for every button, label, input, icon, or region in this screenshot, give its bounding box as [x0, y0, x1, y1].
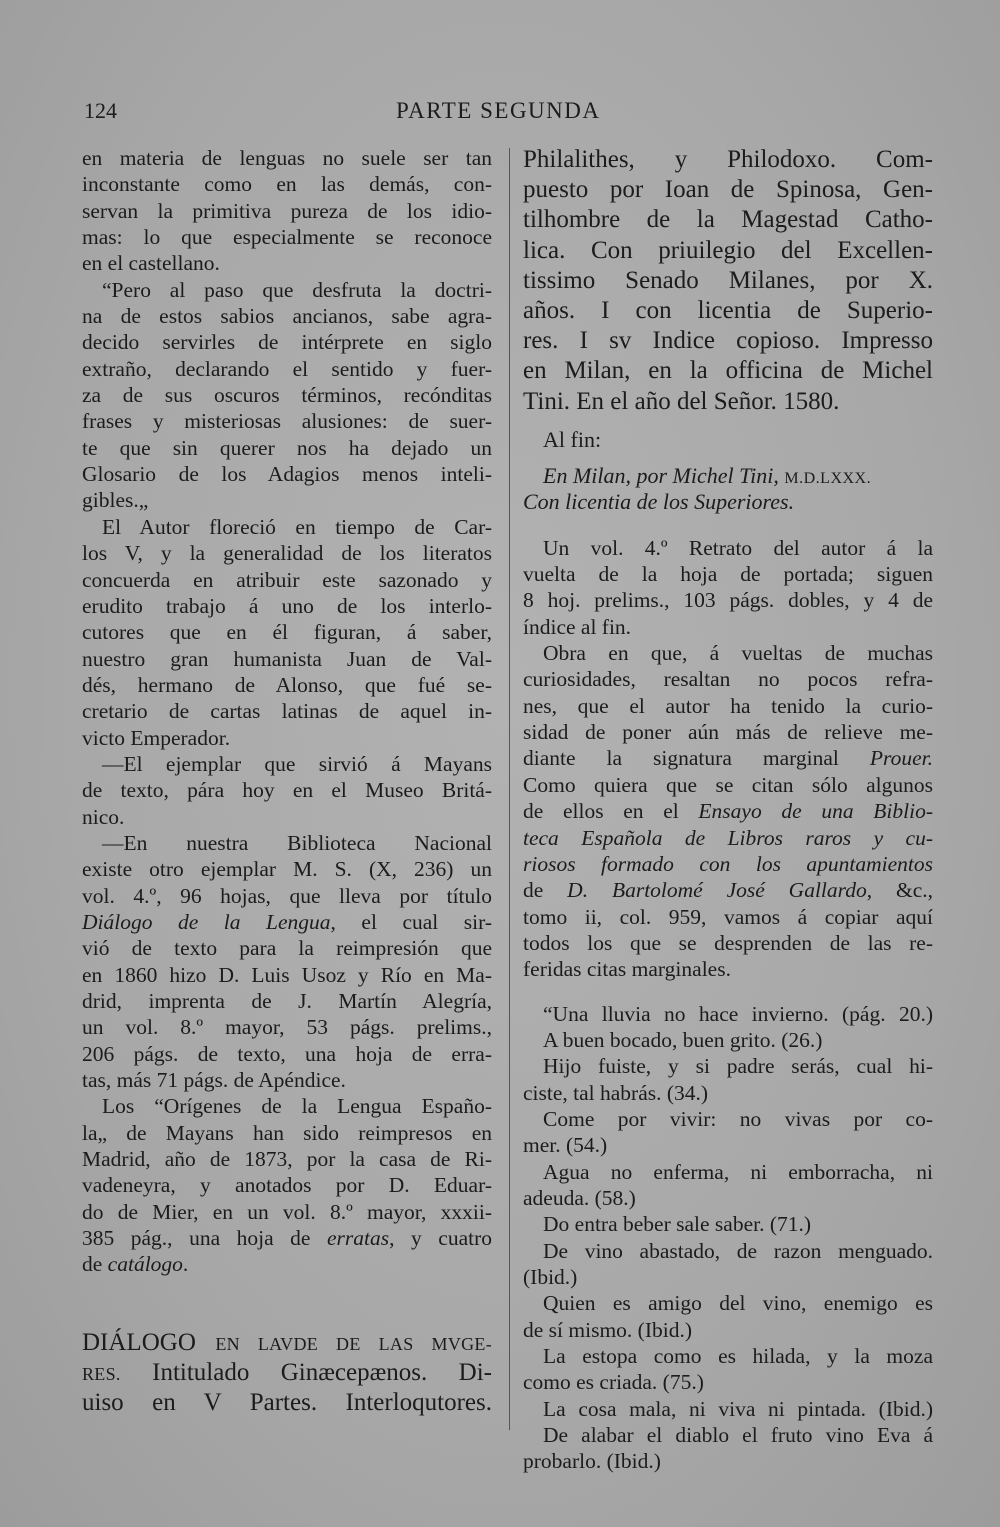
proverb-line: como es criada. (75.) [523, 1370, 704, 1395]
right-line: índice al fin. [523, 614, 632, 639]
left-line: victo Emperador. [82, 725, 231, 750]
dialogo-heading-line [82, 1328, 492, 1358]
left-line: un vol. 8.º mayor, 53 págs. prelims., [82, 1015, 492, 1040]
right-line: vuelta de la hoja de portada; siguen [523, 562, 933, 587]
left-line: “Pero al paso que desfruta la doctri- [102, 277, 492, 302]
left-line: Madrid, año de 1873, por la casa de Ri- [82, 1147, 492, 1172]
left-line: 385 pág., una hoja de erratas, y cuatro [82, 1226, 492, 1251]
left-line: cretario de cartas latinas de aquel in- [82, 699, 492, 724]
proverb-line: adeuda. (58.) [523, 1185, 636, 1210]
proverb-line: De vino abastado, de razon menguado. [543, 1238, 933, 1263]
colophon-label: Al fin: [543, 426, 602, 452]
right-line: diante la signatura marginal Prouer. [523, 746, 933, 771]
left-line: nico. [82, 804, 125, 829]
left-line: la„ de Mayans han sido reimpresos en [82, 1120, 492, 1145]
proverb-line: probarlo. (Ibid.) [523, 1449, 661, 1474]
left-line: de catálogo. [82, 1252, 189, 1277]
left-line: existe otro ejemplar M. S. (X, 236) un [82, 857, 492, 882]
right-line: Como quiera que se citan sólo algunos [523, 772, 933, 797]
left-line: —El ejemplar que sirvió á Mayans [102, 751, 492, 776]
proverb-line: Hijo fuiste, y si padre serás, cual hi- [543, 1054, 933, 1079]
title-line: res. I sv Indice copioso. Impresso [523, 327, 933, 355]
left-line: erudito trabajo á uno de los interlo- [82, 593, 492, 618]
right-line: de D. Bartolomé José Gallardo, &c., [523, 878, 933, 903]
left-line: de texto, pára hoy en el Museo Britá- [82, 778, 492, 803]
right-line: feridas citas marginales. [523, 957, 731, 982]
right-line: nes, que el autor ha tenido la curio- [523, 693, 933, 718]
left-line: los V, y la generalidad de los literatos [82, 541, 492, 566]
proverb-line: Come por vivir: no vivas por co- [543, 1106, 933, 1131]
left-line: gibles.„ [82, 488, 149, 513]
right-line: riosos formado con los apuntamientos [523, 851, 933, 876]
proverb-line: de sí mismo. (Ibid.) [523, 1317, 692, 1342]
right-line: curiosidades, resaltan no pocos refra- [523, 667, 933, 692]
proverb-line: (Ibid.) [523, 1265, 578, 1289]
title-line: tissimo Senado Milanes, por X. [523, 266, 933, 294]
dialogo-heading-line: uiso en V Partes. Interloqutores. [82, 1389, 492, 1417]
spacer [523, 417, 933, 427]
left-line: Diálogo de la Lengua, el cual sir- [82, 909, 492, 934]
left-line: nuestro gran humanista Juan de Val- [82, 646, 492, 671]
proverb-line: Agua no enferma, ni emborracha, ni [543, 1159, 933, 1184]
page-number: 124 [84, 98, 117, 123]
left-line: Glosario de los Adagios menos inteli- [82, 462, 492, 487]
left-line: 206 págs. de texto, una hoja de erra- [82, 1041, 492, 1066]
left-line: servan la primitiva pureza de los idio- [82, 198, 492, 223]
proverb-line: “Una lluvia no hace invierno. (pág. 20.) [543, 1001, 933, 1026]
title-line: lica. Con priuilegio del Excellen- [523, 236, 933, 264]
left-line: —En nuestra Biblioteca Nacional [102, 830, 492, 855]
proverb-line: La estopa como es hilada, y la moza [543, 1344, 933, 1369]
dialogo-caps: DIÁLOGO [82, 1328, 196, 1356]
title-line: puesto por Ioan de Spinosa, Gen- [523, 176, 933, 204]
right-line: 8 hoj. prelims., 103 págs. dobles, y 4 de [523, 588, 933, 613]
dialogo-text: Intitulado Ginæcepænos. Di- [152, 1358, 492, 1386]
proverb-line: mer. (54.) [523, 1133, 608, 1158]
left-line: extraño, declarando el sentido y fuer- [82, 356, 492, 381]
title-line: años. I con licentia de Superio- [523, 296, 933, 324]
left-line: vió de texto para la reimpresión que [82, 936, 492, 961]
left-line: Los “Orígenes de la Lengua Españo- [102, 1094, 492, 1119]
colophon-line [523, 489, 933, 515]
left-line: mas: lo que especialmente se reconoce [82, 225, 492, 250]
left-line: do de Mier, en un vol. 8.º mayor, xxxii- [82, 1199, 492, 1224]
dialogo-heading-line [82, 1358, 492, 1388]
left-line: drid, imprenta de J. Martín Alegría, [82, 989, 492, 1013]
left-line: concuerda en atribuir este sazonado y [82, 567, 492, 592]
column-rule [509, 148, 510, 1430]
left-line: en 1860 hizo D. Luis Usoz y Río en Ma- [82, 962, 492, 987]
spacer [82, 1278, 492, 1328]
left-line: en el castellano. [82, 251, 220, 276]
spacer [523, 983, 933, 1001]
proverb-line: ciste, tal habrás. (34.) [523, 1080, 709, 1105]
right-line: tomo ii, col. 959, vamos á copiar aquí [523, 904, 933, 929]
title-line: en Milan, en la officina de Michel [523, 357, 933, 385]
title-line: tilhombre de la Magestad Catho- [523, 206, 933, 234]
proverb-line: De alabar el diablo el fruto vino Eva á [543, 1423, 933, 1448]
colophon-italic: En Milan, por Michel Tini, [543, 463, 779, 489]
left-line: en materia de lenguas no suele ser tan [82, 146, 492, 170]
running-title: PARTE SEGUNDA [396, 98, 601, 123]
dialogo-small-caps: RES. [82, 1363, 121, 1384]
proverb-line: A buen bocado, buen grito. (26.) [543, 1027, 823, 1052]
left-line: vol. 4.º, 96 hojas, que lleva por título [82, 883, 492, 908]
proverb-line: La cosa mala, ni viva ni pintada. (Ibid.) [543, 1396, 933, 1421]
colophon-line [523, 463, 933, 489]
title-line: Philalithes, y Philodoxo. Com- [523, 146, 933, 173]
right-line: de ellos en el Ensayo de una Biblio- [523, 799, 933, 824]
title-line: Tini. En el año del Señor. 1580. [523, 387, 840, 415]
left-line: dés, hermano de Alonso, que fué se- [82, 672, 492, 697]
dialogo-small-caps: EN LAVDE DE LAS MVGE- [215, 1333, 493, 1354]
right-line: sidad de poner aún más de relieve me- [523, 720, 933, 745]
left-line: frases y misteriosas alusiones: de suer- [82, 409, 492, 434]
left-line: El Autor floreció en tiempo de Car- [102, 514, 492, 539]
left-line: cutores que en él figuran, á saber, [82, 620, 492, 645]
left-line: te que sin querer nos ha dejado un [82, 435, 492, 460]
right-line: Obra en que, á vueltas de muchas [543, 641, 933, 666]
right-column [523, 145, 933, 1475]
left-line: vadeneyra, y anotados por D. Eduar- [82, 1173, 492, 1198]
left-line: za de sus oscuros términos, recónditas [82, 383, 492, 408]
spacer [523, 453, 933, 463]
right-line: teca Española de Libros raros y cu- [523, 825, 933, 850]
left-line: tas, más 71 págs. de Apéndice. [82, 1068, 346, 1093]
proverb-line: Do entra beber sale saber. (71.) [543, 1212, 812, 1237]
left-line: inconstante como en las demás, con- [82, 172, 492, 197]
spacer [523, 516, 933, 535]
left-line: na de estos sabios ancianos, sabe agra- [82, 304, 492, 329]
colophon-date: M.D.LXXX. [784, 470, 872, 488]
right-line: Un vol. 4.º Retrato del autor á la [543, 535, 933, 560]
page-header [84, 98, 601, 132]
right-line: todos los que se desprenden de las re- [523, 930, 933, 955]
colophon-italic: Con licentia de los Superiores. [523, 489, 795, 515]
left-column [82, 145, 492, 1418]
proverb-line: Quien es amigo del vino, enemigo es [543, 1291, 933, 1316]
left-line: decido servirles de intérprete en siglo [82, 330, 492, 355]
